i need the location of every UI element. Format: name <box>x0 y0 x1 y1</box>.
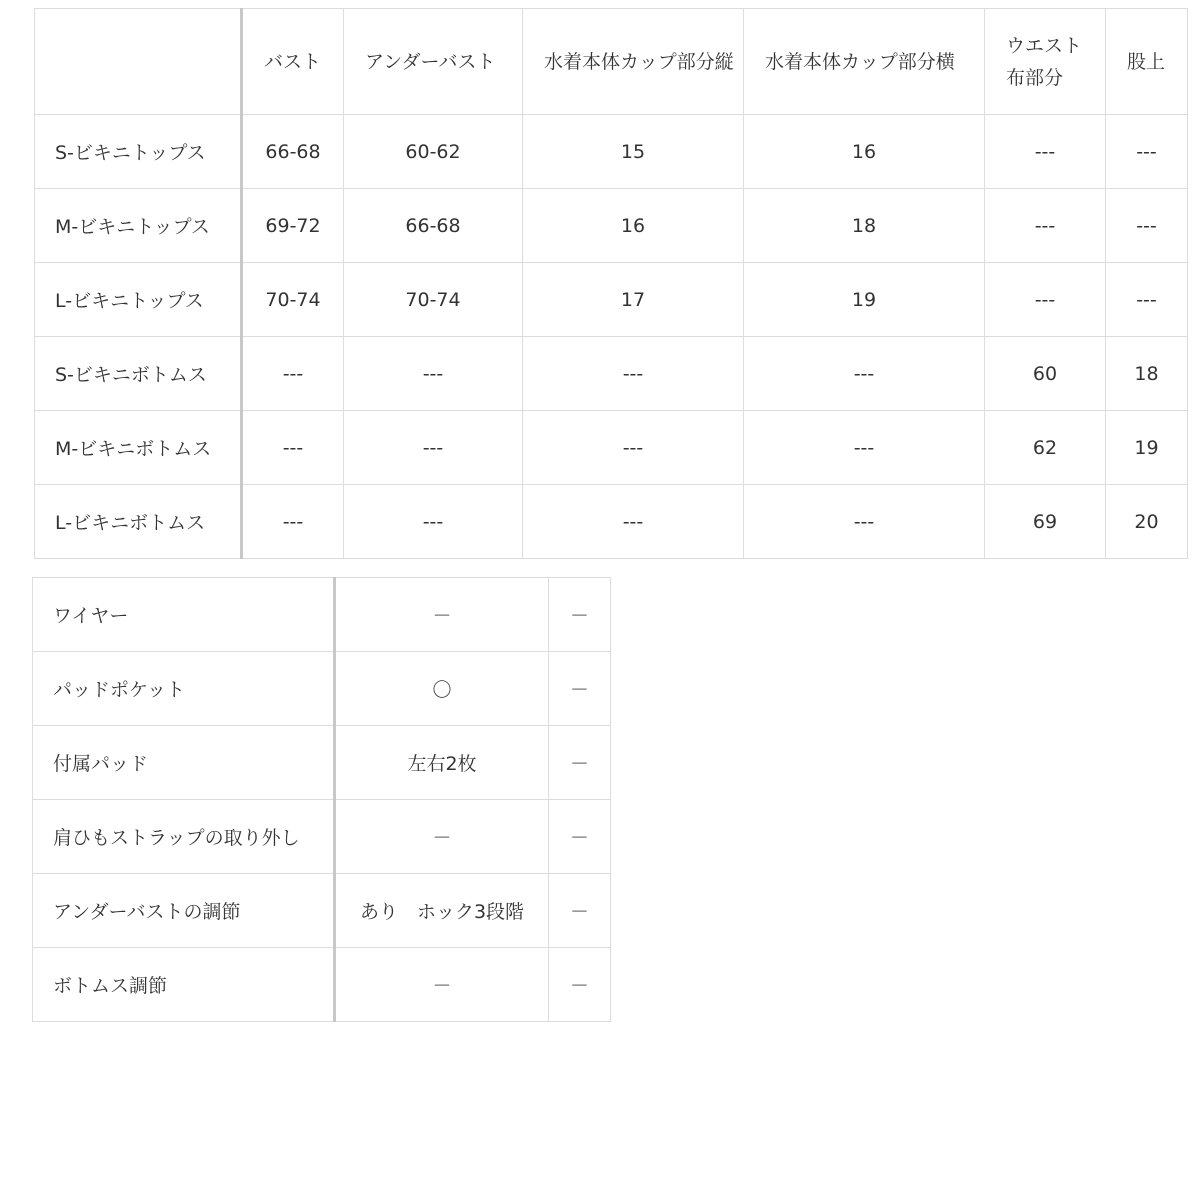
table-cell: 20 <box>1106 485 1188 559</box>
feature-extra: － <box>549 578 611 652</box>
table-row <box>33 874 611 948</box>
feature-value: 左右2枚 <box>335 726 549 800</box>
table-cell: --- <box>523 485 744 559</box>
table-row <box>35 115 1188 189</box>
table-row <box>33 948 611 1022</box>
table-cell: --- <box>744 485 985 559</box>
feature-table <box>32 577 611 1022</box>
table-row <box>35 411 1188 485</box>
table-row <box>33 578 611 652</box>
table-cell: 18 <box>744 189 985 263</box>
table-cell: 18 <box>1106 337 1188 411</box>
feature-label: ワイヤー <box>33 578 335 652</box>
table-cell: --- <box>344 337 523 411</box>
feature-extra: － <box>549 800 611 874</box>
feature-extra: － <box>549 652 611 726</box>
table-cell: 17 <box>523 263 744 337</box>
table-cell: 19 <box>1106 411 1188 485</box>
table-cell: 62 <box>985 411 1106 485</box>
table-cell: 16 <box>523 189 744 263</box>
size-label: L-ビキニボトムス <box>35 485 242 559</box>
table-cell: --- <box>1106 115 1188 189</box>
table-cell: --- <box>744 411 985 485</box>
table-row <box>33 800 611 874</box>
table-cell: 66-68 <box>242 115 344 189</box>
feature-label: 肩ひもストラップの取り外し <box>33 800 335 874</box>
size-header-rise: 股上 <box>1106 9 1188 115</box>
feature-value: － <box>335 948 549 1022</box>
table-cell: 69-72 <box>242 189 344 263</box>
table-cell: --- <box>985 263 1106 337</box>
size-label: S-ビキニボトムス <box>35 337 242 411</box>
feature-value: － <box>335 800 549 874</box>
table-cell: --- <box>744 337 985 411</box>
feature-value: － <box>335 578 549 652</box>
feature-extra: － <box>549 726 611 800</box>
table-row <box>35 337 1188 411</box>
table-cell: 19 <box>744 263 985 337</box>
feature-value: 〇 <box>335 652 549 726</box>
table-cell: 69 <box>985 485 1106 559</box>
feature-label: ボトムス調節 <box>33 948 335 1022</box>
table-row <box>35 485 1188 559</box>
size-header-bust: バスト <box>242 9 344 115</box>
table-cell: --- <box>523 411 744 485</box>
table-cell: 60-62 <box>344 115 523 189</box>
table-cell: --- <box>985 189 1106 263</box>
size-label: L-ビキニトップス <box>35 263 242 337</box>
feature-extra: － <box>549 874 611 948</box>
table-cell: --- <box>1106 189 1188 263</box>
size-header-row <box>35 9 1188 115</box>
size-header-underbust: アンダーバスト <box>344 9 523 115</box>
feature-value: あり ホック3段階 <box>335 874 549 948</box>
feature-label: パッドポケット <box>33 652 335 726</box>
table-cell: --- <box>985 115 1106 189</box>
table-cell: 70-74 <box>242 263 344 337</box>
size-label: M-ビキニボトムス <box>35 411 242 485</box>
size-table <box>34 8 1188 559</box>
size-header-cup-height: 水着本体カップ部分縦 <box>523 9 744 115</box>
table-cell: --- <box>344 411 523 485</box>
table-cell: 60 <box>985 337 1106 411</box>
table-cell: --- <box>1106 263 1188 337</box>
size-header-corner <box>35 9 242 115</box>
size-label: M-ビキニトップス <box>35 189 242 263</box>
table-cell: --- <box>242 485 344 559</box>
size-header-waist: ウエスト布部分 <box>985 9 1106 115</box>
size-label: S-ビキニトップス <box>35 115 242 189</box>
table-cell: 16 <box>744 115 985 189</box>
table-cell: --- <box>242 337 344 411</box>
table-row <box>33 726 611 800</box>
table-cell: --- <box>242 411 344 485</box>
table-row <box>35 189 1188 263</box>
table-cell: 70-74 <box>344 263 523 337</box>
feature-extra: － <box>549 948 611 1022</box>
table-cell: 15 <box>523 115 744 189</box>
table-row <box>35 263 1188 337</box>
table-cell: --- <box>523 337 744 411</box>
feature-label: アンダーバストの調節 <box>33 874 335 948</box>
size-header-cup-width: 水着本体カップ部分横 <box>744 9 985 115</box>
table-row <box>33 652 611 726</box>
feature-label: 付属パッド <box>33 726 335 800</box>
table-cell: --- <box>344 485 523 559</box>
table-cell: 66-68 <box>344 189 523 263</box>
